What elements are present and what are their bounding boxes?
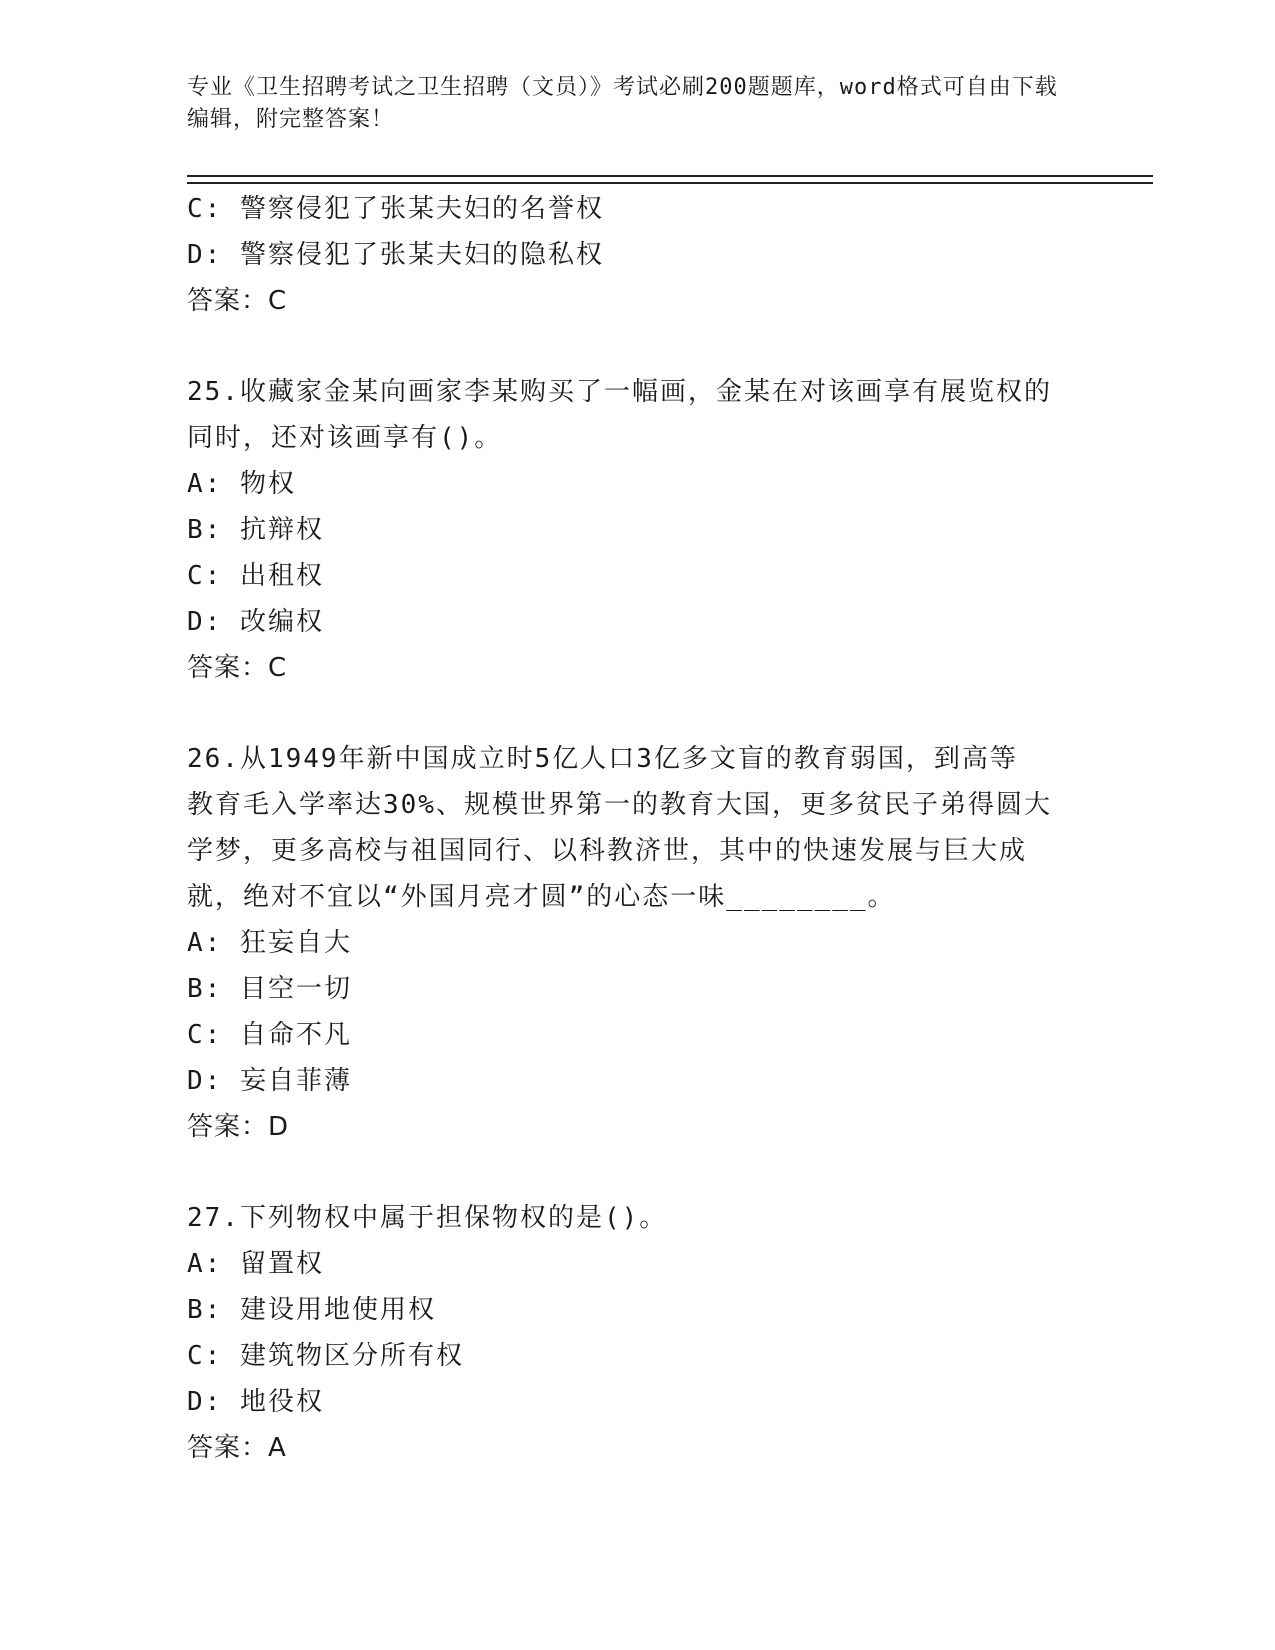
question-text-line: 就，绝对不宜以“外国月亮才圆”的心态一味________。 bbox=[187, 882, 896, 912]
option-c: C: 建筑物区分所有权 bbox=[187, 1341, 464, 1371]
question-block-26 bbox=[187, 736, 1087, 1150]
header-rule-top bbox=[187, 175, 1153, 177]
option-d: D: 妄自菲薄 bbox=[187, 1066, 352, 1096]
option-d: D: 警察侵犯了张某夫妇的隐私权 bbox=[187, 240, 604, 270]
option-b: B: 建设用地使用权 bbox=[187, 1295, 436, 1325]
document-body bbox=[187, 186, 1087, 1471]
option-a: A: 物权 bbox=[187, 469, 296, 499]
question-text-line: 教育毛入学率达30%、规模世界第一的教育大国，更多贫民子弟得圆大 bbox=[187, 790, 1052, 820]
answer: 答案：C bbox=[187, 653, 288, 683]
question-text-line: 25.收藏家金某向画家李某购买了一幅画，金某在对该画享有展览权的 bbox=[187, 377, 1052, 407]
answer: 答案：C bbox=[187, 286, 288, 316]
option-b: B: 抗辩权 bbox=[187, 515, 324, 545]
option-a: A: 留置权 bbox=[187, 1249, 324, 1279]
option-c: C: 出租权 bbox=[187, 561, 324, 591]
option-b: B: 目空一切 bbox=[187, 974, 352, 1004]
question-text-line: 同时，还对该画享有()。 bbox=[187, 423, 503, 453]
option-a: A: 狂妄自大 bbox=[187, 928, 352, 958]
question-text-line: 学梦，更多高校与祖国同行、以科教济世，其中的快速发展与巨大成 bbox=[187, 836, 1028, 866]
header-rule-bottom bbox=[187, 182, 1153, 184]
option-c: C: 警察侵犯了张某夫妇的名誉权 bbox=[187, 194, 604, 224]
option-d: D: 改编权 bbox=[187, 607, 324, 637]
option-d: D: 地役权 bbox=[187, 1387, 324, 1417]
question-text-line: 26.从1949年新中国成立时5亿人口3亿多文盲的教育弱国，到高等 bbox=[187, 744, 1018, 774]
question-block-25 bbox=[187, 369, 1087, 691]
question-block-24-tail bbox=[187, 186, 1087, 324]
question-text-line: 27.下列物权中属于担保物权的是()。 bbox=[187, 1203, 668, 1233]
question-block-27 bbox=[187, 1195, 1087, 1471]
document-header: 专业《卫生招聘考试之卫生招聘（文员）》考试必刷200题题库，word格式可自由下载编辑，附完整答案！ bbox=[187, 75, 1058, 132]
option-c: C: 自命不凡 bbox=[187, 1020, 352, 1050]
answer: 答案：D bbox=[187, 1112, 290, 1142]
answer: 答案：A bbox=[187, 1433, 287, 1463]
